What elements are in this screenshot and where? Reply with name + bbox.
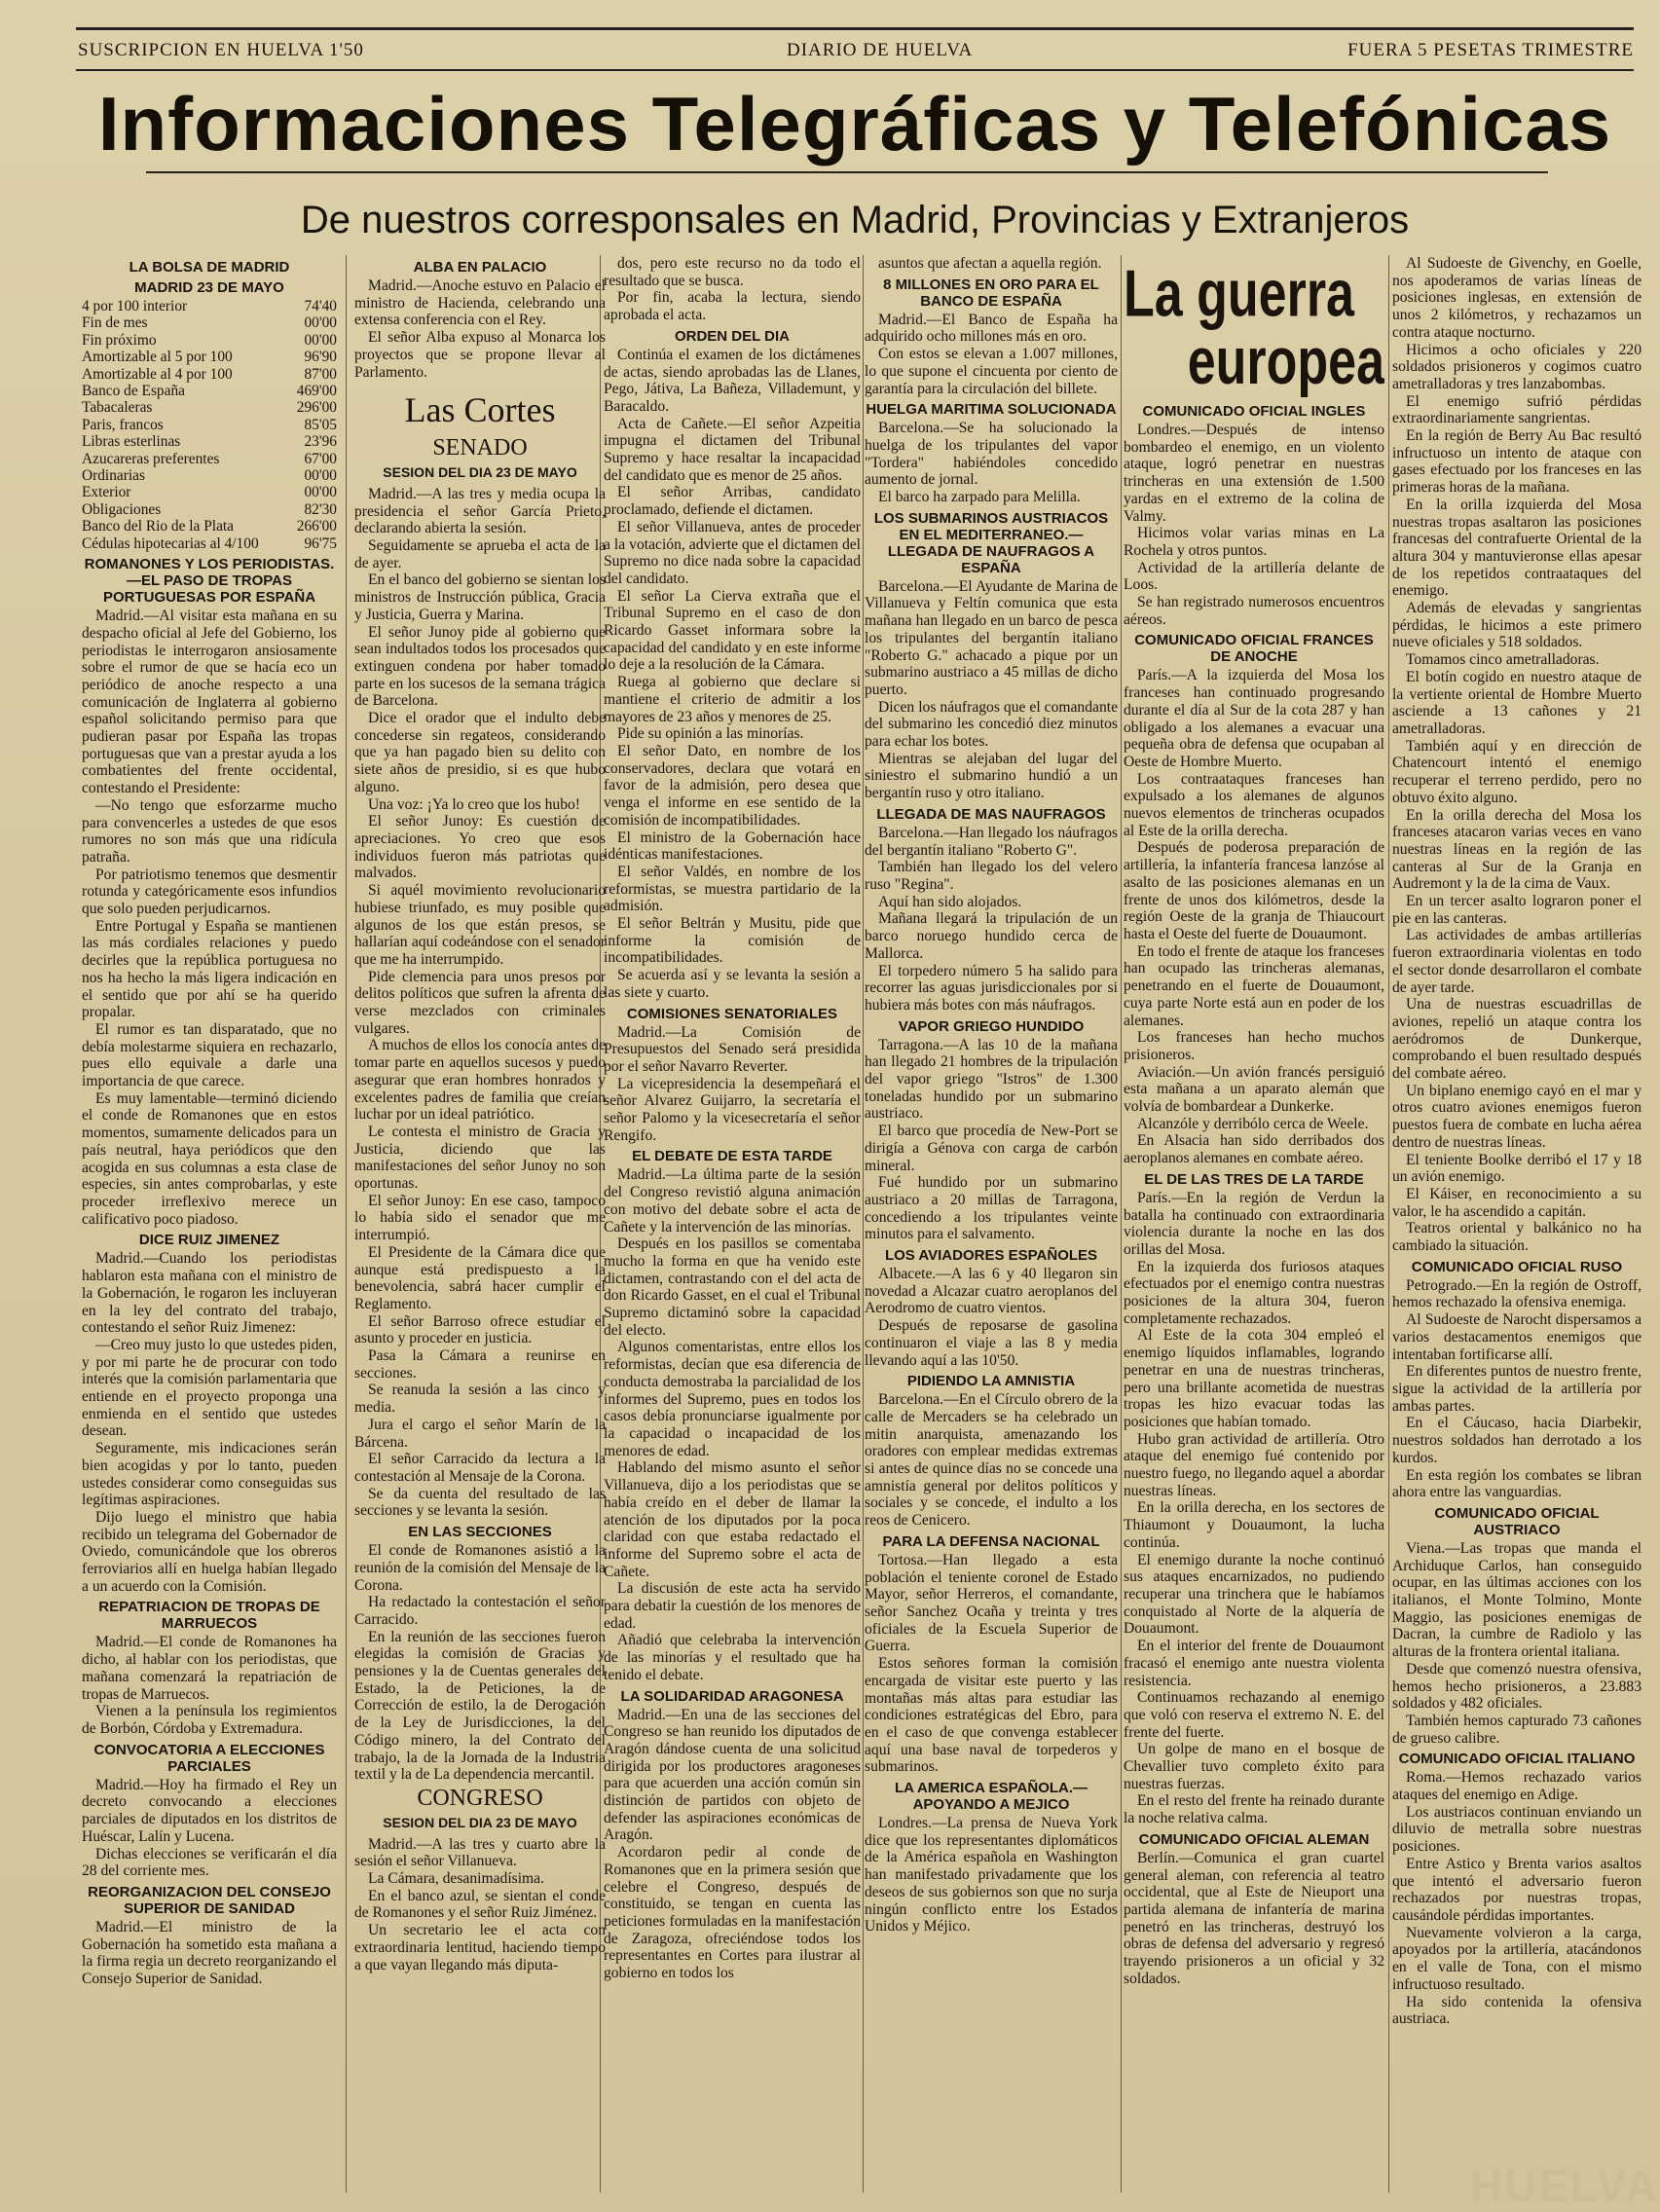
paragraph: Además de elevadas y sangrientas pérdidas, le hicimos a este primero nueve oficiales y 518 soldados. <box>1392 600 1642 651</box>
paragraph: Madrid.—Cuando los periodistas hablaron esta mañana con el ministro de la Gobernación, le rogaron les incluyeran en la ley del contrato del trabajo, contestando el señor Ruiz Jimenez: <box>82 1250 337 1337</box>
paragraph: Es muy lamentable—terminó diciendo el conde de Romanones que en estos momentos, sumamente delicados para un país neutral, haya periódicos que den acogida en sus columnas a esta clase de especies, sin antes comprobarlas, y este proceder irreflexivo merece un calificativo poco piadoso. <box>82 1089 337 1228</box>
paragraph: Barcelona.—El Ayudante de Marina de Villanueva y Feltín comunica que esta mañana han llegado en un barco de pesca los tripulantes del bergantín italiano "Roberto G." achacado a pique por un submarino austriaco a 45 millas de dicho puerto. <box>865 577 1118 698</box>
paragraph: Se reanuda la sesión a las cinco y media. <box>354 1382 606 1417</box>
paragraph: En esta región los combates se libran ahora entre las vanguardias. <box>1392 1466 1642 1501</box>
quote-value: 96'75 <box>304 535 337 552</box>
paragraph: En el interior del frente de Douaumont fracasó el enemigo ante nuestra violenta resistencia. <box>1124 1638 1384 1689</box>
section-title: LOS SUBMARINOS AUSTRIACOS EN EL MEDITERRANEO.—LLEGADA DE NAUFRAGOS A ESPAÑA <box>873 509 1109 576</box>
paragraph: El señor Junoy pide al gobierno que sean indultados todos los procesados que extinguen condena por haber tomado parte en los sucesos de la semana trágica de Barcelona. <box>354 623 606 710</box>
paragraph: Barcelona.—En el Círculo obrero de la calle de Mercaders se ha celebrado un mitin anarquista, amenazando los oradores con emplear medidas extremas si antes de quince días no se concede una amnistía general por delitos políticos y sociales y se concede, el indulto a los reos de Cenicero. <box>865 1391 1118 1530</box>
quote-row <box>82 467 337 484</box>
quote-row <box>82 314 337 331</box>
quote-label: Fin próximo <box>82 331 157 349</box>
paragraph: La Cámara, desanimadísima. <box>368 1870 544 1888</box>
sub-headline: De nuestros corresponsales en Madrid, Provincias y Extranjeros <box>300 199 1410 241</box>
paragraph: Seguidamente se aprueba el acta de la de ayer. <box>354 537 606 571</box>
column-5 <box>1124 255 1384 2193</box>
column-rule <box>346 255 347 2193</box>
section-title: EL DEBATE DE ESTA TARDE <box>632 1148 832 1165</box>
paragraph: Una de nuestras escuadrillas de aviones, repelió un ataque contra los aeródromos de Dunkerque, comprobando el buen resultado después del combate aéreo. <box>1392 996 1642 1083</box>
paragraph: El señor La Cierva extraña que el Tribunal Supremo en el caso de don Ricardo Gasset informara sobre la capacidad del candidato y en este informe lo deje a la resolución de la Cámara. <box>604 587 861 674</box>
quote-label: Libras esterlinas <box>82 433 181 451</box>
section-title: DICE RUIZ JIMENEZ <box>138 1232 280 1249</box>
section-title: LA AMERICA ESPAÑOLA.—APOYANDO A MEJICO <box>894 1780 1088 1814</box>
paragraph: En el banco del gobierno se sientan los ministros de Instrucción pública, Gracia y Justicia, Guerra y Marina. <box>354 571 606 623</box>
congreso-heading: CONGRESO <box>417 1785 543 1811</box>
paragraph: Madrid.—En una de las secciones del Congreso se han reunido los diputados de Aragón dándose cuenta de una solicitud dirigida por los productores aragoneses para que acuerden una acción común sin distinción de partidos con objeto de defender las aspiraciones económicas de Aragón. <box>604 1706 861 1844</box>
quote-value: 00'00 <box>304 467 337 485</box>
paragraph: El conde de Romanones asistió a la reunión de la comisión del Mensaje de la Corona. <box>354 1542 606 1594</box>
paragraph: Teatros oriental y balkánico no ha cambiado la situación. <box>1392 1220 1642 1255</box>
quote-value: 296'00 <box>296 399 337 417</box>
paper-name: DIARIO DE HUELVA <box>787 40 974 60</box>
quote-row <box>82 484 337 500</box>
paragraph: En un tercer asalto lograron poner el pie en las canteras. <box>1392 893 1642 927</box>
quote-label: Amortizable al 4 por 100 <box>82 365 233 383</box>
paragraph: Pasa la Cámara a reunirse en secciones. <box>354 1347 606 1382</box>
paragraph: También aquí y en dirección de Chatencourt intentó el enemigo recuperar el terreno perdido, pero no obtuvo éxito alguno. <box>1392 737 1642 806</box>
quote-label: Ordinarias <box>82 467 145 485</box>
paragraph: El rumor es tan disparatado, que no debía molestarme siquiera en rechazarlo, pues ello equivale a darle una importancia de que carece. <box>82 1020 337 1090</box>
cortes-heading: Las Cortes <box>404 390 556 430</box>
outside-price: FUERA 5 PESETAS TRIMESTRE <box>1347 40 1634 60</box>
archive-watermark: HUELVA <box>1470 2160 1660 2211</box>
paragraph: Dicen los náufragos que el comandante del submarino les concedió diez minutos para echar los botes. <box>865 698 1118 751</box>
paragraph: Aviación.—Un avión francés persiguió esta mañana a un aparato alemán que volvía de bombardear a Dunkerke. <box>1124 1063 1384 1116</box>
paragraph: Barcelona.—Han llegado los náufragos del bergantín italiano "Roberto G". <box>865 824 1118 859</box>
quote-label: Cédulas hipotecarias al 4/100 <box>82 535 259 552</box>
paragraph: El señor Villanueva, antes de proceder a la votación, advierte que el dictamen del Supremo no dice nada sobre la capacidad del candidato. <box>604 518 861 587</box>
paragraph: Al Este de la cota 304 empleó el enemigo líquidos inflamables, logrando penetrar en una de nuestras trincheras, pero una brillante acometida de nuestras tropas les hizo evacuar todas las posiciones que habían tomado. <box>1124 1327 1384 1430</box>
section-title: 8 MILLONES EN ORO PARA EL BANCO DE ESPAÑA <box>883 276 1099 310</box>
column-rule <box>863 255 864 2193</box>
section-title: LLEGADA DE MAS NAUFRAGOS <box>876 805 1106 823</box>
paragraph: Los contraataques franceses han expulsado a los alemanes de algunos nuevos elementos de trincheras ocupados al Este de la orilla derecha. <box>1124 770 1384 839</box>
paragraph: Las actividades de ambas artillerías fueron extraordinaria violentas en todo el sector donde desarrollaron el combate de ayer tarde. <box>1392 927 1642 996</box>
quote-label: Amortizable al 5 por 100 <box>82 349 233 366</box>
paragraph: Acta de Cañete.—El señor Azpeitia impugna el dictamen del Tribunal Supremo y hace resaltar la incapacidad del candidato que es menor de 25 años. <box>604 415 861 484</box>
section-title: EL DE LAS TRES DE LA TARDE <box>1144 1170 1364 1188</box>
paragraph: Tomamos cinco ametralladoras. <box>1406 651 1600 669</box>
paragraph: Algunos comentaristas, entre ellos los reformistas, decían que esa diferencia de conducta demostraba la parcialidad de los informes del Supremo, pues en todos los casos debía pronunciarse igualmente por la capacidad o incapacidad de los menores de edad. <box>604 1339 861 1459</box>
paragraph: Al Sudoeste de Givenchy, en Goelle, nos apoderamos de varias líneas de posiciones inglesas, en extensión de unos 2 kilómetros, y rechazamos un contra ataque nocturno. <box>1392 255 1642 341</box>
column-rule <box>1388 255 1389 2193</box>
paragraph: Tortosa.—Han llegado a esta población el teniente coronel de Estado Mayor, señor Herreros, el comandante, señor Sanchez Ocaña y treinta y tres oficiales de la Escuela Superior de Guerra. <box>865 1551 1118 1655</box>
paragraph: El botín cogido en nuestro ataque de la vertiente oriental de Hombre Muerto asciende a 13 cañones y 21 ametralladoras. <box>1392 668 1642 737</box>
section-title: ALBA EN PALACIO <box>413 259 547 276</box>
section-title: COMUNICADO OFICIAL RUSO <box>1411 1258 1623 1275</box>
column-6 <box>1392 255 1642 2193</box>
paragraph: El barco ha zarpado para Melilla. <box>878 489 1081 506</box>
section-title: VAPOR GRIEGO HUNDIDO <box>898 1017 1085 1035</box>
paragraph: Hicimos a ocho oficiales y 220 soldados prisioneros y cogimos cuatro ametralladoras y tres lanzabombas. <box>1392 341 1642 392</box>
quote-value: 266'00 <box>296 518 337 535</box>
paragraph: Estos señores forman la comisión encargada de visitar este puerto y las montañas más altas para estudiar las condiciones estratégicas del Ebro, para en el caso de que convenga establecer aquí una base naval de torpederos y submarinos. <box>865 1655 1118 1776</box>
quote-value: 469'00 <box>296 383 337 400</box>
paragraph: Hablando del mismo asunto el señor Villanueva, dijo a los periodistas que se había creído en el deber de llamar la atención de los diputados por la poca claridad con que estaba redactado el informe del Supremo sobre el acta de Cañete. <box>604 1459 861 1580</box>
paragraph: París.—A la izquierda del Mosa los franceses han continuado progresando durante el día al Sur de la cota 287 y han obligado a los alemanes a evacuar una pequeña obra de defensa que ocupaban al Oeste de Hombre Muerto. <box>1124 667 1384 770</box>
paragraph: Madrid.—La Comisión de Presupuestos del Senado será presidida por el señor Navarro Reverter. <box>604 1023 861 1075</box>
paragraph: Madrid.—El Banco de España ha adquirido ocho millones más en oro. <box>865 311 1118 346</box>
paragraph: Si aquél movimiento revolucionario hubiese triunfado, es muy posible que algunos de los que están presos, se hallarían aquí codeándose con el senador que me ha interrumpido. <box>354 882 606 968</box>
paragraph: Albacete.—A las 6 y 40 llegaron sin novedad a Alcazar cuatro aeroplanos del Aerodromo de cuatro vientos. <box>865 1266 1118 1317</box>
paragraph: El Presidente de la Cámara dice que aunque está predispuesto a la benevolencia, sabrá hacer cumplir el Reglamento. <box>354 1243 606 1312</box>
paragraph: En Alsacia han sido derribados dos aeroplanos alemanes en combate aéreo. <box>1124 1132 1384 1167</box>
paragraph: —No tengo que esforzarme mucho para convencerles a ustedes de que esos rumores no son más que una ridícula patraña. <box>82 796 337 866</box>
paragraph: asuntos que afectan a aquella región. <box>878 255 1102 272</box>
paragraph: Desde que comenzó nuestra ofensiva, hemos hecho prisioneros, a 23.883 soldados y 482 oficiales. <box>1392 1660 1642 1713</box>
paragraph: Los austriacos continuan enviando un diluvio de metralla sobre nuestras posiciones. <box>1392 1803 1642 1856</box>
quote-value: 67'00 <box>304 450 337 467</box>
paragraph: En la orilla derecha del Mosa los franceses atacaron varias veces en vano nuestras líneas en la región de las canteras al Sur de la Granja en Audremont y la de la cima de Vaux. <box>1392 806 1642 893</box>
quote-label: Banco de España <box>82 383 185 400</box>
paragraph: Madrid.—El ministro de la Gobernación ha sometido esta mañana a la firma regia un decreto reorganizando el Consejo Superior de Sanidad. <box>82 1918 337 1988</box>
paragraph: Entre Portugal y España se mantienen las más cordiales relaciones y puedo decirles que la república portuguesa no nos ha hecho la más ligera indicación en el sentido que por ahí se ha querido propalar. <box>82 917 337 1021</box>
paragraph: Nuevamente volvieron a la carga, apoyados por la artillería, atacándonos en el valle de Tona, con el mismo infructuoso resultado. <box>1392 1924 1642 1993</box>
paragraph: Seguramente, mis indicaciones serán bien acogidas y por lo tanto, pueden ustedes considerar como conseguidas sus legítimas aspiraciones. <box>82 1440 337 1509</box>
paragraph: Por fin, acaba la lectura, siendo aprobada el acta. <box>604 289 861 324</box>
paragraph: En todo el frente de ataque los franceses han ocupado las trincheras alemanas, penetrando en el fuerte de Douaumont, cuya parte Norte está aun en poder de los alemanes. <box>1124 942 1384 1029</box>
paragraph: El barco que procedía de New-Port se dirigía a Génova con carga de carbón mineral. <box>865 1123 1118 1174</box>
quote-row <box>82 349 337 365</box>
quote-label: Paris, francos <box>82 416 164 433</box>
quote-row <box>82 332 337 349</box>
paragraph: El torpedero número 5 ha salido para recorrer las aguas jurisdiccionales por si hubiera más botes con más náufragos. <box>865 962 1118 1014</box>
paragraph: En la reunión de las secciones fueron elegidas la comisión de Gracias y pensiones y la de Cuentas generales del Estado, la de Peticiones, la de Corrección de estilo, la de Derogación de la Ley de Jurisdicciones, la del Código minero, la del Contrato del trabajo, la de la Jornada de la Industria textil y la de La dependencia mercantil. <box>354 1628 606 1784</box>
paragraph: Mañana llegará la tripulación de un barco noruego hundido cerca de Mallorca. <box>865 910 1118 962</box>
bolsa-title: LA BOLSA DE MADRID <box>129 259 290 276</box>
paragraph: El enemigo durante la noche continuó sus ataques encarnizados, no pudiendo recuperar una trinchera que le habíamos conquistado al Norte de la alquería de Douaumont. <box>1124 1551 1384 1638</box>
paragraph: Madrid.—El conde de Romanones ha dicho, al hablar con los periodistas, que mañana comenzará la repatriación de tropas de Marruecos. <box>82 1634 337 1703</box>
paragraph: Ha redactado la contestación el señor Carracido. <box>354 1594 606 1628</box>
war-heading-1: La guerra <box>1124 257 1354 332</box>
paragraph: Por patriotismo tenemos que desmentir rotunda y categóricamente esos infundios que solo pueden perjudicarnos. <box>82 866 337 918</box>
paragraph: Añadió que celebraba la intervención de las minorías y el resultado que ha tenido el debate. <box>604 1632 861 1683</box>
quote-value: 96'90 <box>304 349 337 366</box>
session-heading: SESION DEL DIA 23 DE MAYO <box>383 464 577 481</box>
stock-quotes-table <box>82 298 337 552</box>
paragraph: La vicepresidencia la desempeñará el señor Alvarez Guijarro, la secretaría el señor Palomo y la vicesecretaría el señor Rengifo. <box>604 1075 861 1144</box>
section-title: HUELGA MARITIMA SOLUCIONADA <box>866 401 1117 419</box>
paragraph: El señor Dato, en nombre de los conservadores, declara que votará en favor de la admisión, pero desea que venga el informe en ese sentido de la comisión de incompatibilidades. <box>604 742 861 829</box>
paragraph: Se han registrado numerosos encuentros aéreos. <box>1124 594 1384 628</box>
paragraph: En el Cáucaso, hacia Diarbekir, nuestros soldados han derrotado a los kurdos. <box>1392 1415 1642 1466</box>
section-title: REORGANIZACION DEL CONSEJO SUPERIOR DE SANIDAD <box>88 1883 331 1917</box>
section-title: COMUNICADO OFICIAL FRANCES DE ANOCHE <box>1134 632 1374 666</box>
section-title: CONVOCATORIA A ELECCIONES PARCIALES <box>93 1741 325 1775</box>
paragraph: Dijo luego el ministro que habia recibido un telegrama del Gobernador de Oviedo, comunicándole que los obreros ferroviarios allí en huelga habían llegado a un acuerdo con la Comisión. <box>82 1508 337 1595</box>
paragraph: La discusión de este acta ha servido para debatir la cuestión de los menores de edad. <box>604 1580 861 1632</box>
paragraph: Viena.—Las tropas que manda el Archiduque Carlos, han conseguido ocupar, en las últimas acciones con los italianos, el Monte Tolmino, Monte Maggio, las posiciones enemigas de Dacran, la cumbre de Radiolo y las alturas de la frontera oriental italiana. <box>1392 1539 1642 1661</box>
paragraph: El señor Alba expuso al Monarca los proyectos que se propone llevar al Parlamento. <box>354 329 606 381</box>
paragraph: Madrid.—Hoy ha firmado el Rey un decreto convocando a elecciones parciales de diputados en los distritos de Huéscar, Lalín y Lucena. <box>82 1776 337 1845</box>
paragraph: También han llegado los del velero ruso "Regina". <box>865 859 1118 893</box>
session-heading: SESION DEL DIA 23 DE MAYO <box>383 1814 577 1830</box>
paragraph: Hubo gran actividad de artillería. Otro ataque del enemigo fué contenido por nuestro fuego, no llegando aquel a abordar nuestras líneas. <box>1124 1430 1384 1499</box>
quote-row <box>82 518 337 535</box>
main-headline: Informaciones Telegráficas y Telefónicas <box>97 81 1612 166</box>
quote-value: 74'40 <box>304 298 337 314</box>
paragraph: Alcanzóle y derribólo cerca de Weele. <box>1137 1115 1369 1132</box>
paragraph: Un biplano enemigo cayó en el mar y otros cuatro aviones enemigos fueron puestos fuera de combate en lucha aérea dentro de nuestras líneas. <box>1392 1082 1642 1151</box>
paragraph: Madrid.—Al visitar esta mañana en su despacho oficial al Jefe del Gobierno, los periodistas le interrogaron ansiosamente sobre el rumor de que se hacía eco un periódico de anoche respecto a una comunicación de Inglaterra al gobierno español solicitando permiso para que pudieran pasar por España las tropas portuguesas que van a prestar ayuda a los combatientes del frente occidental, contestando el Presidente: <box>82 608 337 797</box>
quote-row <box>82 535 337 552</box>
paragraph: Se da cuenta del resultado de las secciones y se levanta la sesión. <box>354 1485 606 1520</box>
paragraph: Continuamos rechazando al enemigo que voló con reserva el extremo N. E. del frente del fuerte. <box>1124 1689 1384 1741</box>
paragraph: Después de poderosa preparación de artillería, la infantería francesa lanzóse al asalto de las posiciones alemanas en un frente de unos dos kilómetros, desde la región Oeste de la granja de Thiaucourt hasta el Oeste del fuerte de Douaumont. <box>1124 839 1384 942</box>
paragraph: Acordaron pedir al conde de Romanones que en la primera sesión que celebre el Congreso, después de constituido, se tengan en cuenta las peticiones formuladas en la manifestación de Zaragoza, ofreciéndose todos los representantes en Cortes para ilustrar al gobierno en todos los <box>604 1844 861 1982</box>
paragraph: El teniente Boolke derribó el 17 y 18 un avión enemigo. <box>1392 1151 1642 1186</box>
paragraph: El señor Beltrán y Musitu, pide que informe la comisión de incompatibilidades. <box>604 915 861 967</box>
quote-label: Banco del Rio de la Plata <box>82 518 235 535</box>
column-rule <box>1121 255 1122 2193</box>
paragraph: dos, pero este recurso no da todo el resultado que se busca. <box>604 255 861 289</box>
quote-value: 00'00 <box>304 314 337 332</box>
quote-row <box>82 433 337 450</box>
bolsa-date: MADRID 23 DE MAYO <box>134 279 284 296</box>
paragraph: Actividad de la artillería delante de Loos. <box>1124 559 1384 594</box>
quote-row <box>82 298 337 314</box>
paragraph: Después en los pasillos se comentaba mucho la forma en que ha venido este dictamen, contrastando con el del acta de don Ricardo Gasset, en el cual el Tribunal Supremo dictaminó sobre la capacidad del electo. <box>604 1235 861 1339</box>
paragraph: El señor Carracido da lectura a la contestación al Mensaje de la Corona. <box>354 1451 606 1485</box>
paragraph: Pide su opinión a las minorías. <box>617 725 804 743</box>
senado-heading: SENADO <box>432 435 528 461</box>
paragraph: Con estos se elevan a 1.007 millones, lo que supone el cincuenta por ciento de garantía para la circulación del billete. <box>865 346 1118 397</box>
quote-row <box>82 366 337 383</box>
paragraph: El Káiser, en reconocimiento a su valor, le ha ascendido a capitán. <box>1392 1185 1642 1220</box>
section-title: COMISIONES SENATORIALES <box>626 1005 838 1022</box>
paragraph: Al Sudoeste de Narocht dispersamos a varios destacamentos enemigos que intentaban fortificarse allí. <box>1392 1311 1642 1363</box>
paragraph: También hemos capturado 73 cañones de grueso calibre. <box>1392 1712 1642 1747</box>
column-1 <box>82 255 337 2193</box>
section-title: COMUNICADO OFICIAL INGLES <box>1142 403 1366 420</box>
quote-label: 4 por 100 interior <box>82 298 188 314</box>
paragraph: Londres.—Después de intenso bombardeo el enemigo, en un violento ataque, logró penetrar en nuestras trincheras en una extensión de 1.500 yardas en el extremo de la colina de Valmy. <box>1124 422 1384 525</box>
paragraph: —Creo muy justo lo que ustedes piden, y por mi parte he de procurar con todo interés que la comisión parlamentaria que entiende en el proyecto proponga una enmienda en el sentido que ustedes desean. <box>82 1336 337 1440</box>
quote-row <box>82 501 337 518</box>
ornament-rule <box>146 171 1548 185</box>
paragraph: Ruega al gobierno que declare si mantiene el criterio de admitir a los mayores de 23 años y menores de 25. <box>604 674 861 725</box>
paragraph: Roma.—Hemos rechazado varios ataques del enemigo en Adige. <box>1392 1769 1642 1804</box>
paragraph: Mientras se alejaban del lugar del siniestro el submarino hundió a un bergantín ruso y otro italiano. <box>865 750 1118 802</box>
paragraph: Ha sido contenida la ofensiva austriaca. <box>1392 1993 1642 2028</box>
column-2 <box>354 255 606 2193</box>
quote-label: Exterior <box>82 484 131 501</box>
paragraph: En la orilla derecha, en los sectores de Thiaumont y Douaumont, la lucha continúa. <box>1124 1499 1384 1551</box>
paragraph: Petrogrado.—En la región de Ostroff, hemos rechazado la ofensiva enemiga. <box>1392 1276 1642 1311</box>
paragraph: Le contesta el ministro de Gracia y Justicia, diciendo que las manifestaciones del señor Junoy no son oportunas. <box>354 1123 606 1193</box>
paragraph: En el banco azul, se sientan el conde de Romanones y el señor Ruiz Jiménez. <box>354 1887 606 1922</box>
paragraph: Pide clemencia para unos presos por delitos políticos que sufren la afrenta de verse mezclados con criminales vulgares. <box>354 968 606 1037</box>
paragraph: Después de reposarse de gasolina continuaron el viaje a las 8 y media llevando aquí a las 10'50. <box>865 1317 1118 1369</box>
paragraph: En el resto del frente ha reinado durante la noche relativa calma. <box>1124 1792 1384 1827</box>
quote-row <box>82 451 337 467</box>
paragraph: En la región de Berry Au Bac resultó infructuoso un intento de ataque con gases efectuado por los franceses en las primeras horas de la mañana. <box>1392 427 1642 497</box>
quote-row <box>82 383 337 399</box>
paragraph: En la orilla izquierda del Mosa nuestras tropas asaltaron las posiciones francesas del contrafuerte Oriental de la altura 304 y mantuvieronse ellas apesar de los repetidos contraataques del enemigo. <box>1392 496 1642 600</box>
paragraph: A muchos de ellos los conocía antes de tomar parte en aquellos sucesos y puedo asegurar que eran hombres honrados y excelentes padres de familia que creían luchar por un ideal patriótico. <box>354 1037 606 1124</box>
column-4 <box>865 255 1118 2193</box>
paragraph: El señor Barroso ofrece estudiar el asunto y proceder en justicia. <box>354 1312 606 1347</box>
quote-row <box>82 417 337 433</box>
masthead-bar <box>76 27 1634 71</box>
paragraph: El señor Arribas, candidato proclamado, defiende el dictamen. <box>604 484 861 519</box>
paragraph: Madrid.—A las tres y cuarto abre la sesión el señor Villanueva. <box>354 1835 606 1870</box>
section-title: COMUNICADO OFICIAL AUSTRIACO <box>1434 1504 1600 1538</box>
paragraph: Tarragona.—A las 10 de la mañana han llegado 21 hombres de la tripulación del vapor griego "Istros" de 1.300 toneladas hundido por un submarino austriaco. <box>865 1036 1118 1123</box>
quote-value: 23'96 <box>304 433 337 451</box>
column-3 <box>604 255 861 2193</box>
quote-label: Fin de mes <box>82 314 148 332</box>
paragraph: Vienen a la península los regimientos de Borbón, Córdoba y Extremadura. <box>82 1703 337 1737</box>
paragraph: Un golpe de mano en el bosque de Chevallier tuvo completo éxito para nuestras fuerzas. <box>1124 1741 1384 1792</box>
section-title: REPATRIACION DE TROPAS DE MARRUECOS <box>98 1599 320 1633</box>
paragraph: Se acuerda así y se levanta la sesión a las siete y cuarto. <box>604 967 861 1001</box>
paragraph: Madrid.—A las tres y media ocupa la presidencia el señor García Prieto, declarando abierta la sesión. <box>354 485 606 537</box>
section-title: ORDEN DEL DIA <box>674 327 791 345</box>
quote-value: 00'00 <box>304 331 337 349</box>
quote-value: 00'00 <box>304 484 337 501</box>
quote-label: Azucareras preferentes <box>82 450 220 467</box>
quote-value: 82'30 <box>304 500 337 518</box>
section-title: EN LAS SECCIONES <box>408 1524 552 1541</box>
section-title: COMUNICADO OFICIAL ITALIANO <box>1398 1751 1636 1768</box>
paragraph: El señor Valdés, en nombre de los reformistas, se muestra partidario de la admisión. <box>604 863 861 915</box>
paragraph: Barcelona.—Se ha solucionado la huelga de los tripulantes del vapor "Tordera" habiéndoles concedido aumento de jornal. <box>865 420 1118 489</box>
paragraph: Un secretario lee el acta con extraordinaria lentitud, haciendo tiempo a que vayan llegando más diputa- <box>354 1922 606 1973</box>
paragraph: Dice el orador que el indulto debe concederse sin regateos, considerando que ya han pagado bien su delito con siete años de presidio, si es que hubo alguno. <box>354 710 606 795</box>
paragraph: El señor Junoy: En ese caso, tampoco lo había sido el senador que me interrumpió. <box>354 1192 606 1244</box>
paragraph: En diferentes puntos de nuestro frente, sigue la actividad de la artillería por ambas partes. <box>1392 1363 1642 1415</box>
paragraph: Continúa el examen de los dictámenes de actas, siendo aprobadas las de Llanes, Pego, Játiva, La Bañeza, Villademunt, y Baracaldo. <box>604 346 861 415</box>
paragraph: Hicimos volar varias minas en La Rochela y otros puntos. <box>1124 525 1384 559</box>
war-heading-2: europea <box>1187 325 1384 399</box>
subscription-price: SUSCRIPCION EN HUELVA 1'50 <box>78 40 364 60</box>
paragraph: Berlín.—Comunica el gran cuartel general aleman, con referencia al teatro occidental, que al Este de Nieuport una partida alemana de infantería de marina penetró en las trincheras, destruyó los obras de defensa del adversario y regresó trayendo prisioneros a un oficial y 32 soldados. <box>1124 1849 1384 1987</box>
quote-label: Tabacaleras <box>82 399 153 417</box>
paragraph: Entre Astico y Brenta varios asaltos que intentó el adversario fueron rechazados por nuestras tropas, causándole pérdidas importantes. <box>1392 1855 1642 1924</box>
quote-value: 87'00 <box>304 365 337 383</box>
paragraph: Jura el cargo el señor Marín de la Bárcena. <box>354 1416 606 1451</box>
paragraph: Dichas elecciones se verificarán el día 28 del corriente mes. <box>82 1845 337 1880</box>
quote-value: 85'05 <box>304 416 337 433</box>
paragraph: Aquí han sido alojados. <box>878 893 1022 910</box>
paragraph: Una voz: ¡Ya lo creo que los hubo! <box>368 795 580 813</box>
section-title: PARA LA DEFENSA NACIONAL <box>882 1532 1100 1550</box>
quote-label: Obligaciones <box>82 500 162 518</box>
paragraph: Madrid.—La última parte de la sesión del Congreso revistió alguna animación con motivo del debate sobre el acta de Cañete y la intervención de las minorías. <box>604 1166 861 1235</box>
paragraph: En la izquierda dos furiosos ataques efectuados por el enemigo contra nuestras posiciones de la altura 304, fueron completamente rechazados. <box>1124 1258 1384 1327</box>
section-title: LOS AVIADORES ESPAÑOLES <box>884 1247 1098 1265</box>
paragraph: Londres.—La prensa de Nueva York dice que los representantes diplomáticos de la América española en Washington han manifestado privadamente que los deseos de sus gobiernos son que no surja ningún conflicto entre los Estados Unidos y Méjico. <box>865 1815 1118 1936</box>
paragraph: El enemigo sufrió pérdidas extraordinariamente sangrientas. <box>1392 392 1642 427</box>
paragraph: El ministro de la Gobernación hace idénticas manifestaciones. <box>604 829 861 864</box>
paragraph: Los franceses han hecho muchos prisioneros. <box>1124 1029 1384 1063</box>
paragraph: Madrid.—Anoche estuvo en Palacio el ministro de Hacienda, celebrando una extensa conferencia con el Rey. <box>354 277 606 329</box>
paragraph: El señor Junoy: Es cuestión de apreciaciones. Yo creo que esos individuos fueron más patriotas que malvados. <box>354 813 606 882</box>
quote-row <box>82 399 337 416</box>
section-title: COMUNICADO OFICIAL ALEMAN <box>1138 1830 1370 1848</box>
section-title: LA SOLIDARIDAD ARAGONESA <box>620 1687 844 1705</box>
paragraph: Fué hundido por un submarino austriaco a 20 millas de Tarragona, concediendo a los tripulantes veinte minutos para el salvamento. <box>865 1174 1118 1243</box>
section-title: PIDIENDO LA AMNISTIA <box>906 1373 1076 1390</box>
paragraph: París.—En la región de Verdun la batalla ha continuado con extraordinaria violencia durante la noche en las dos orillas del Mosa. <box>1124 1189 1384 1258</box>
section-title: ROMANONES Y LOS PERIODISTAS.—EL PASO DE TROPAS PORTUGUESAS POR ESPAÑA <box>84 556 335 607</box>
